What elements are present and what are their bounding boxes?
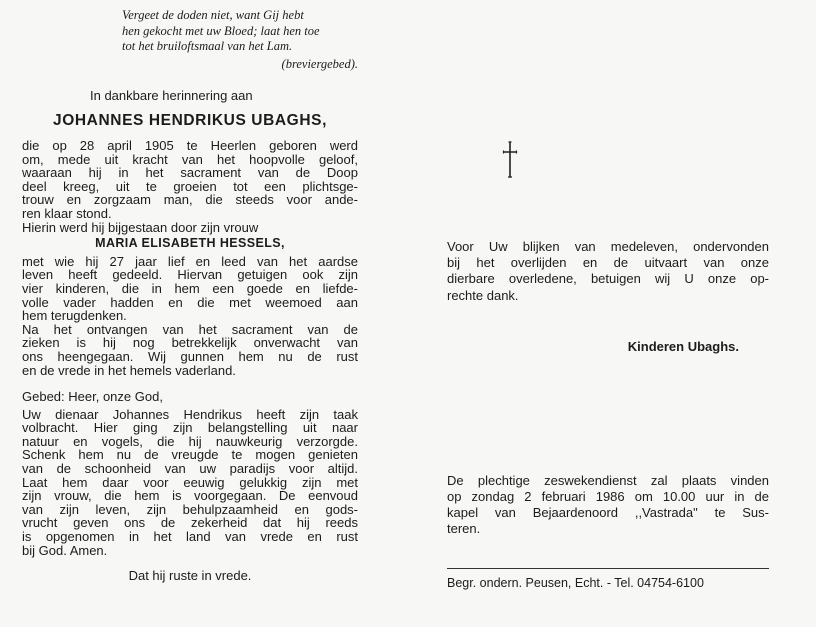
quote-line: tot het bruiloftsmaal van het Lam. — [122, 39, 293, 53]
text-line: trouw en zorgzaam man, die steeds voor ande- — [22, 192, 358, 208]
spouse-name: MARIA ELISABETH HESSELS, — [95, 236, 285, 251]
text-line: kapel van Bejaardenoord ,,Vastrada" te Sus- — [447, 505, 769, 520]
prayer-heading: Gebed: Heer, onze God, — [22, 389, 163, 405]
prayer-line: is opgenomen in het land van vrede en rust — [22, 529, 358, 545]
quote-source: (breviergebed). — [281, 56, 358, 71]
prayer-line: volbracht. Hier ging zijn belangstelling uit naar — [22, 420, 358, 436]
service-notice — [447, 473, 769, 537]
prayer-line: zijn vrouw, die hem is voorgegaan. De eenvoud — [22, 488, 358, 504]
text-line: rechte dank. — [447, 287, 519, 303]
text-line: Voor Uw blijken van medeleven, ondervonden — [447, 239, 769, 254]
prayer-line: bij God. Amen. — [22, 542, 108, 558]
prayer-line: Schenk hem nu de vreugde te mogen genieten — [22, 447, 358, 463]
divider — [447, 568, 769, 569]
text-line: teren. — [447, 521, 481, 536]
text-line: op zondag 2 februari 1986 om 10.00 uur in de — [447, 489, 769, 504]
left-panel — [22, 8, 358, 583]
text-line: deel kreeg, uit te groeien tot een plichtsge- — [22, 178, 358, 194]
text-line: ons heengegaan. Wij gunnen hem nu de rust — [22, 348, 358, 364]
text-line: vier kinderen, die in hem een goede en liefde- — [22, 280, 358, 296]
prayer-line: van zijn leven, zijn behulpzaamheid en gods- — [22, 501, 358, 517]
prayer-line: Laat hem daar voor eeuwig gelukkig zijn met — [22, 474, 358, 490]
undertaker-footer: Begr. ondern. Peusen, Echt. - Tel. 04754-6100 — [447, 576, 704, 590]
text-line: leven heeft gedeeld. Hiervan getuigen ook zijn — [22, 267, 358, 283]
intro-text: In dankbare herinnering aan — [90, 88, 253, 103]
prayer-line: natuur en vogels, die hij nauwkeurig verzorgde. — [22, 433, 358, 449]
quote-line: hen gekocht met uw Bloed; laat hen toe — [122, 23, 320, 38]
deceased-name: JOHANNES HENDRIKUS UBAGHS, — [53, 112, 327, 129]
biography-paragraph — [22, 139, 358, 557]
thanks-paragraph — [447, 239, 769, 304]
prayer-line: Uw dienaar Johannes Hendrikus heeft zijn taak — [22, 406, 358, 422]
cross-icon — [502, 140, 518, 183]
text-line: en de vrede in het hemels vaderland. — [22, 362, 236, 378]
prayer-line: vrucht geven ons de zekerheid dat hij reeds — [22, 515, 358, 531]
quote-line: Vergeet de doden niet, want Gij hebt — [122, 8, 304, 22]
text-line: zieken is hij nog betrekkelijk onverwacht van — [22, 335, 358, 351]
text-line: De plechtige zeswekendienst zal plaats vinden — [447, 473, 769, 488]
text-line: om, mede uit kracht van het hoopvolle geloof, — [22, 151, 358, 167]
family-signature: Kinderen Ubaghs. — [627, 339, 739, 354]
text-line: Na het ontvangen van het sacrament van de — [22, 321, 358, 337]
text-line: volle vader hadden en die met weemoed aan — [22, 294, 358, 310]
text-line: bij het overlijden en de uitvaart van onze — [447, 255, 769, 271]
text-line: Hierin werd hij bijgestaan door zijn vrouw — [22, 219, 259, 235]
bible-quote — [122, 8, 358, 72]
text-line: die op 28 april 1905 te Heerlen geboren werd — [22, 138, 358, 153]
text-line: met wie hij 27 jaar lief en leed van het aardse — [22, 253, 358, 269]
prayer-line: van de schoonheid van uw paradijs voor altijd. — [22, 461, 358, 477]
text-line: ren klaar stond. — [22, 205, 112, 221]
text-line: hem terugdenken. — [22, 308, 127, 324]
text-line: dierbare overledene, betuigen wij U onze op- — [447, 271, 769, 287]
closing-line: Dat hij ruste in vrede. — [128, 568, 252, 584]
text-line: waaraan hij in het sacrament van de Doop — [22, 165, 358, 181]
